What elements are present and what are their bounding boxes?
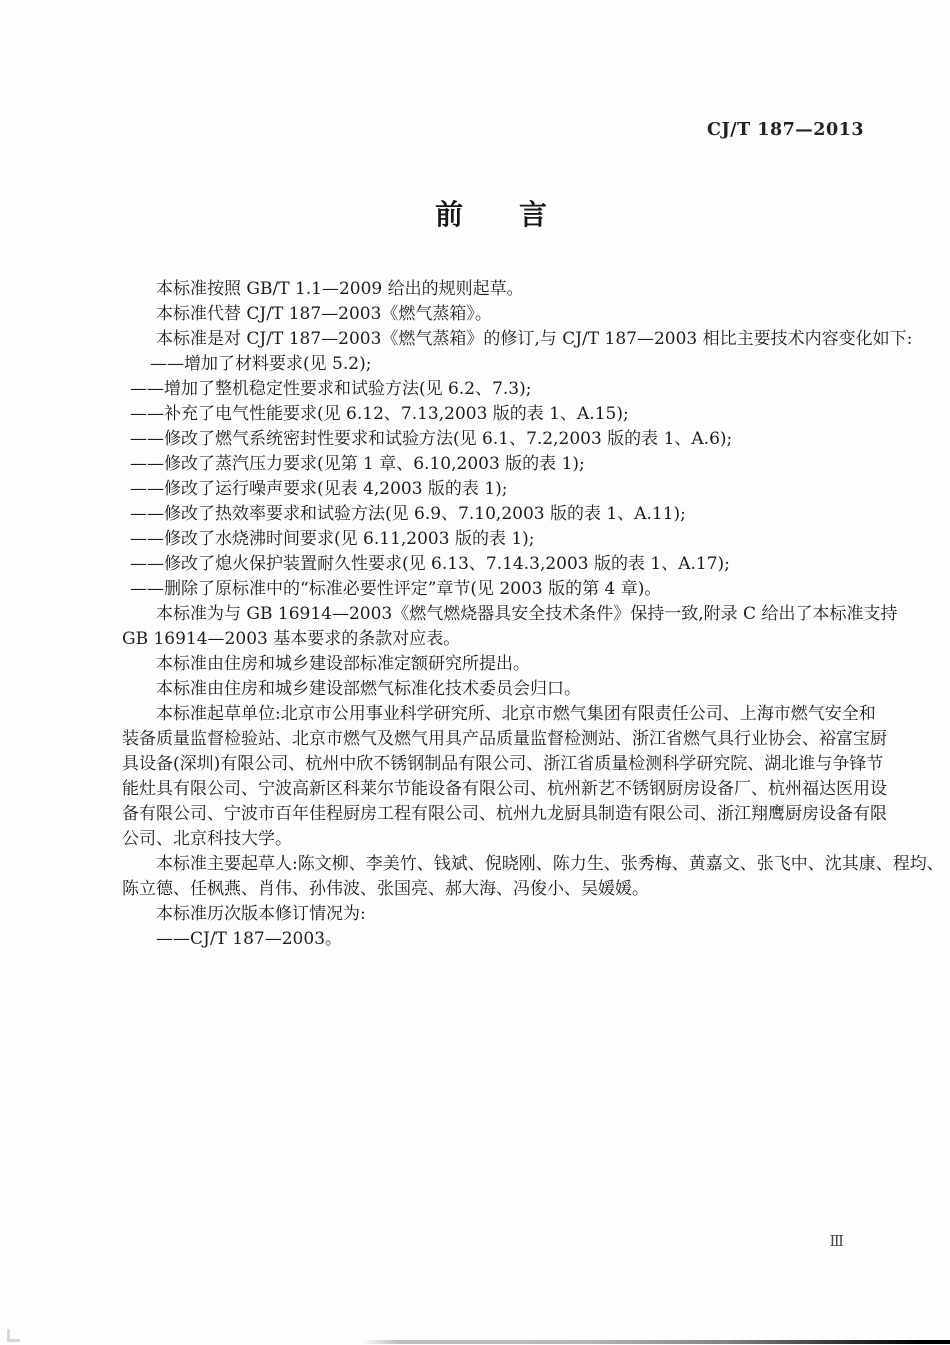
scan-artifact-corner-mark <box>7 1329 20 1342</box>
foreword-line: 陈立德、任枫燕、肖伟、孙伟波、张国亮、郝大海、冯俊小、吴媛媛。 <box>122 879 649 899</box>
scan-artifact-bottom-edge <box>362 1340 950 1344</box>
foreword-line: GB 16914—2003 基本要求的条款对应表。 <box>122 629 461 649</box>
foreword-line: 具设备(深圳)有限公司、杭州中欣不锈钢制品有限公司、浙江省质量检测科学研究院、湖北谁与争锋节 <box>122 754 884 774</box>
page-number: Ⅲ <box>829 1232 844 1250</box>
foreword-line: 能灶具有限公司、宁波高新区科莱尔节能设备有限公司、杭州新艺不锈钢厨房设备厂、杭州福达医用设 <box>122 779 887 799</box>
foreword-change-item: ——增加了整机稳定性要求和试验方法(见 6.2、7.3); <box>130 379 532 399</box>
foreword-line: 本标准历次版本修订情况为: <box>156 904 366 924</box>
foreword-change-item: ——删除了原标准中的“标准必要性评定”章节(见 2003 版的第 4 章)。 <box>130 579 662 599</box>
foreword-change-item: ——修改了熄火保护装置耐久性要求(见 6.13、7.14.3,2003 版的表 1、A.17); <box>130 554 730 574</box>
foreword-line: 公司、北京科技大学。 <box>122 829 292 849</box>
foreword-change-item: ——增加了材料要求(见 5.2); <box>150 354 372 374</box>
foreword-line: 本标准由住房和城乡建设部标准定额研究所提出。 <box>156 654 530 674</box>
foreword-change-item: ——修改了水烧沸时间要求(见 6.11,2003 版的表 1); <box>130 529 535 549</box>
foreword-line: 装备质量监督检验站、北京市燃气及燃气用具产品质量监督检测站、浙江省燃气具行业协会、裕富宝厨 <box>122 729 887 749</box>
foreword-line: 本标准为与 GB 16914—2003《燃气燃烧器具安全技术条件》保持一致,附录 C 给出了本标准支持 <box>156 604 898 624</box>
foreword-change-item: ——补充了电气性能要求(见 6.12、7.13,2003 版的表 1、A.15); <box>130 404 629 424</box>
foreword-line: 本标准由住房和城乡建设部燃气标准化技术委员会归口。 <box>156 679 581 699</box>
foreword-line: 本标准是对 CJ/T 187—2003《燃气蒸箱》的修订,与 CJ/T 187—2003 相比主要技术内容变化如下: <box>156 329 913 349</box>
foreword-body <box>122 277 944 952</box>
foreword-change-item: ——修改了蒸汽压力要求(见第 1 章、6.10,2003 版的表 1); <box>130 454 585 474</box>
foreword-history-item: ——CJ/T 187—2003。 <box>156 929 343 949</box>
foreword-line: 备有限公司、宁波市百年佳程厨房工程有限公司、杭州九龙厨具制造有限公司、浙江翔鹰厨房设备有限 <box>122 804 887 824</box>
foreword-line: 本标准按照 GB/T 1.1—2009 给出的规则起草。 <box>156 279 524 299</box>
foreword-change-item: ——修改了燃气系统密封性要求和试验方法(见 6.1、7.2,2003 版的表 1、A.6); <box>130 429 733 449</box>
foreword-change-item: ——修改了热效率要求和试验方法(见 6.9、7.10,2003 版的表 1、A.11); <box>130 504 686 524</box>
foreword-line: 本标准起草单位:北京市公用事业科学研究所、北京市燃气集团有限责任公司、上海市燃气安全和 <box>156 704 876 724</box>
foreword-line: 本标准代替 CJ/T 187—2003《燃气蒸箱》。 <box>156 304 492 324</box>
foreword-line: 本标准主要起草人:陈文柳、李美竹、钱斌、倪晓刚、陈力生、张秀梅、黄嘉文、张飞中、沈其康、程均、 <box>156 854 944 874</box>
standard-code: CJ/T 187—2013 <box>707 120 864 140</box>
foreword-change-item: ——修改了运行噪声要求(见表 4,2003 版的表 1); <box>130 479 508 499</box>
page-title: 前 言 <box>434 198 547 231</box>
